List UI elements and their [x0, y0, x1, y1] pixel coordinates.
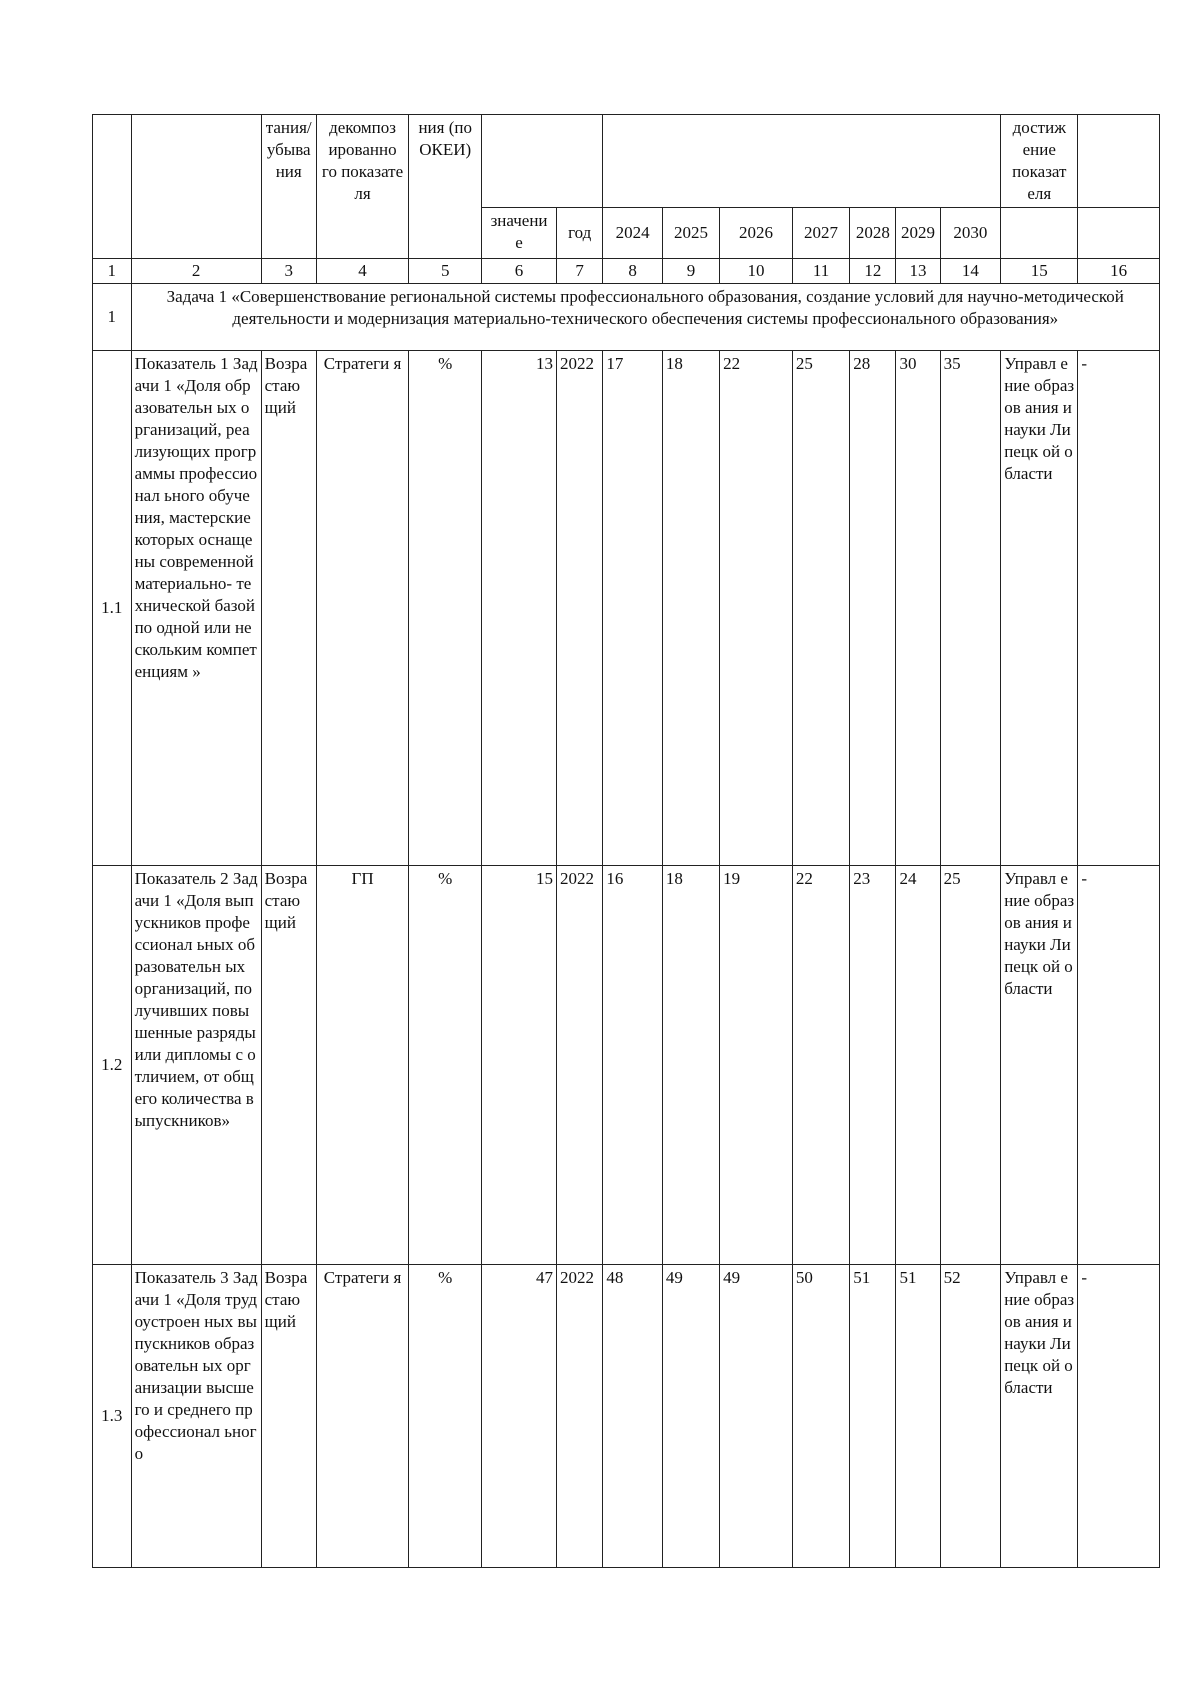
column-16-value: -	[1078, 1265, 1160, 1568]
indicator-trend: Возра стаю щий	[261, 866, 316, 1265]
column-number: 14	[940, 259, 1001, 284]
header-2027: 2027	[792, 208, 849, 259]
value-2024: 16	[603, 866, 663, 1265]
column-number: 8	[603, 259, 663, 284]
header-cell	[93, 115, 132, 259]
row-number: 1.2	[93, 866, 132, 1265]
responsible-body: Управл ение образов ания и науки Липецк ой области	[1001, 351, 1078, 866]
value-2030: 25	[940, 866, 1001, 1265]
task-title: Задача 1 «Совершенствование региональной системы профессионального образования, создание условий для научно-методической деятельности и модернизация материально-технического обеспечения системы профессионального образования»	[131, 284, 1159, 351]
indicator-name: Показатель 1 Задачи 1 «Доля образовательн ых организаций, реализующих программы профессионал ьного обучения, мастерские которых оснащены современной материально- технической базой по одной или нескольким компетенциям »	[131, 351, 261, 866]
header-row-top	[93, 115, 1160, 208]
indicator-trend: Возра стаю щий	[261, 351, 316, 866]
column-number: 16	[1078, 259, 1160, 284]
header-year: год	[557, 208, 603, 259]
header-2029: 2029	[896, 208, 940, 259]
column-number: 10	[720, 259, 793, 284]
header-base-group	[482, 115, 603, 208]
base-value: 47	[482, 1265, 557, 1568]
value-2028: 28	[850, 351, 896, 866]
column-number: 9	[662, 259, 719, 284]
column-number: 12	[850, 259, 896, 284]
indicator-name: Показатель 3 Задачи 1 «Доля трудоустроен ных выпускников образовательн ых организации высшего и среднего профессионал ьного	[131, 1265, 261, 1568]
header-2025: 2025	[662, 208, 719, 259]
value-2027: 50	[792, 1265, 849, 1568]
table-row	[93, 1265, 1160, 1568]
column-16-value: -	[1078, 866, 1160, 1265]
header-cell	[1078, 115, 1160, 208]
column-number: 3	[261, 259, 316, 284]
base-year: 2022	[557, 351, 603, 866]
header-2030: 2030	[940, 208, 1001, 259]
base-year: 2022	[557, 866, 603, 1265]
task-row	[93, 284, 1160, 351]
column-number: 1	[93, 259, 132, 284]
header-years-group	[603, 115, 1001, 208]
value-2028: 23	[850, 866, 896, 1265]
value-2027: 25	[792, 351, 849, 866]
value-2028: 51	[850, 1265, 896, 1568]
header-cell	[1001, 208, 1078, 259]
value-2030: 52	[940, 1265, 1001, 1568]
header-decomposed: декомпоз ированно го показате ля	[316, 115, 409, 259]
base-year: 2022	[557, 1265, 603, 1568]
header-cell	[1078, 208, 1160, 259]
header-trend: тания/ убыва ния	[261, 115, 316, 259]
value-2026: 19	[720, 866, 793, 1265]
value-2025: 49	[662, 1265, 719, 1568]
indicator-unit: %	[409, 866, 482, 1265]
header-value: значени е	[482, 208, 557, 259]
value-2029: 24	[896, 866, 940, 1265]
responsible-body: Управл ение образов ания и науки Липецк ой области	[1001, 866, 1078, 1265]
row-number: 1.1	[93, 351, 132, 866]
responsible-body: Управл ение образов ания и науки Липецк ой области	[1001, 1265, 1078, 1568]
indicator-trend: Возра стаю щий	[261, 1265, 316, 1568]
value-2025: 18	[662, 866, 719, 1265]
column-number: 11	[792, 259, 849, 284]
value-2029: 30	[896, 351, 940, 866]
table-row	[93, 866, 1160, 1265]
indicator-unit: %	[409, 1265, 482, 1568]
column-number: 4	[316, 259, 409, 284]
indicators-table	[92, 114, 1160, 1568]
task-number: 1	[93, 284, 132, 351]
base-value: 13	[482, 351, 557, 866]
header-unit: ния (по ОКЕИ)	[409, 115, 482, 259]
column-number: 7	[557, 259, 603, 284]
header-cell	[131, 115, 261, 259]
indicator-name: Показатель 2 Задачи 1 «Доля выпускников профессионал ьных образовательн ых организаций, получивших повышенные разряды или дипломы с отличием, от общего количества выпускников»	[131, 866, 261, 1265]
value-2026: 49	[720, 1265, 793, 1568]
header-2024: 2024	[603, 208, 663, 259]
value-2025: 18	[662, 351, 719, 866]
table-row	[93, 351, 1160, 866]
column-number: 6	[482, 259, 557, 284]
column-number: 15	[1001, 259, 1078, 284]
header-2026: 2026	[720, 208, 793, 259]
indicator-unit: %	[409, 351, 482, 866]
value-2029: 51	[896, 1265, 940, 1568]
header-achievement: достиж ение показат еля	[1001, 115, 1078, 208]
column-number: 5	[409, 259, 482, 284]
value-2030: 35	[940, 351, 1001, 866]
header-2028: 2028	[850, 208, 896, 259]
indicator-level: ГП	[316, 866, 409, 1265]
indicator-level: Стратеги я	[316, 1265, 409, 1568]
value-2026: 22	[720, 351, 793, 866]
indicator-level: Стратеги я	[316, 351, 409, 866]
value-2024: 48	[603, 1265, 663, 1568]
column-16-value: -	[1078, 351, 1160, 866]
column-numbers-row	[93, 259, 1160, 284]
column-number: 13	[896, 259, 940, 284]
column-number: 2	[131, 259, 261, 284]
value-2027: 22	[792, 866, 849, 1265]
base-value: 15	[482, 866, 557, 1265]
row-number: 1.3	[93, 1265, 132, 1568]
value-2024: 17	[603, 351, 663, 866]
